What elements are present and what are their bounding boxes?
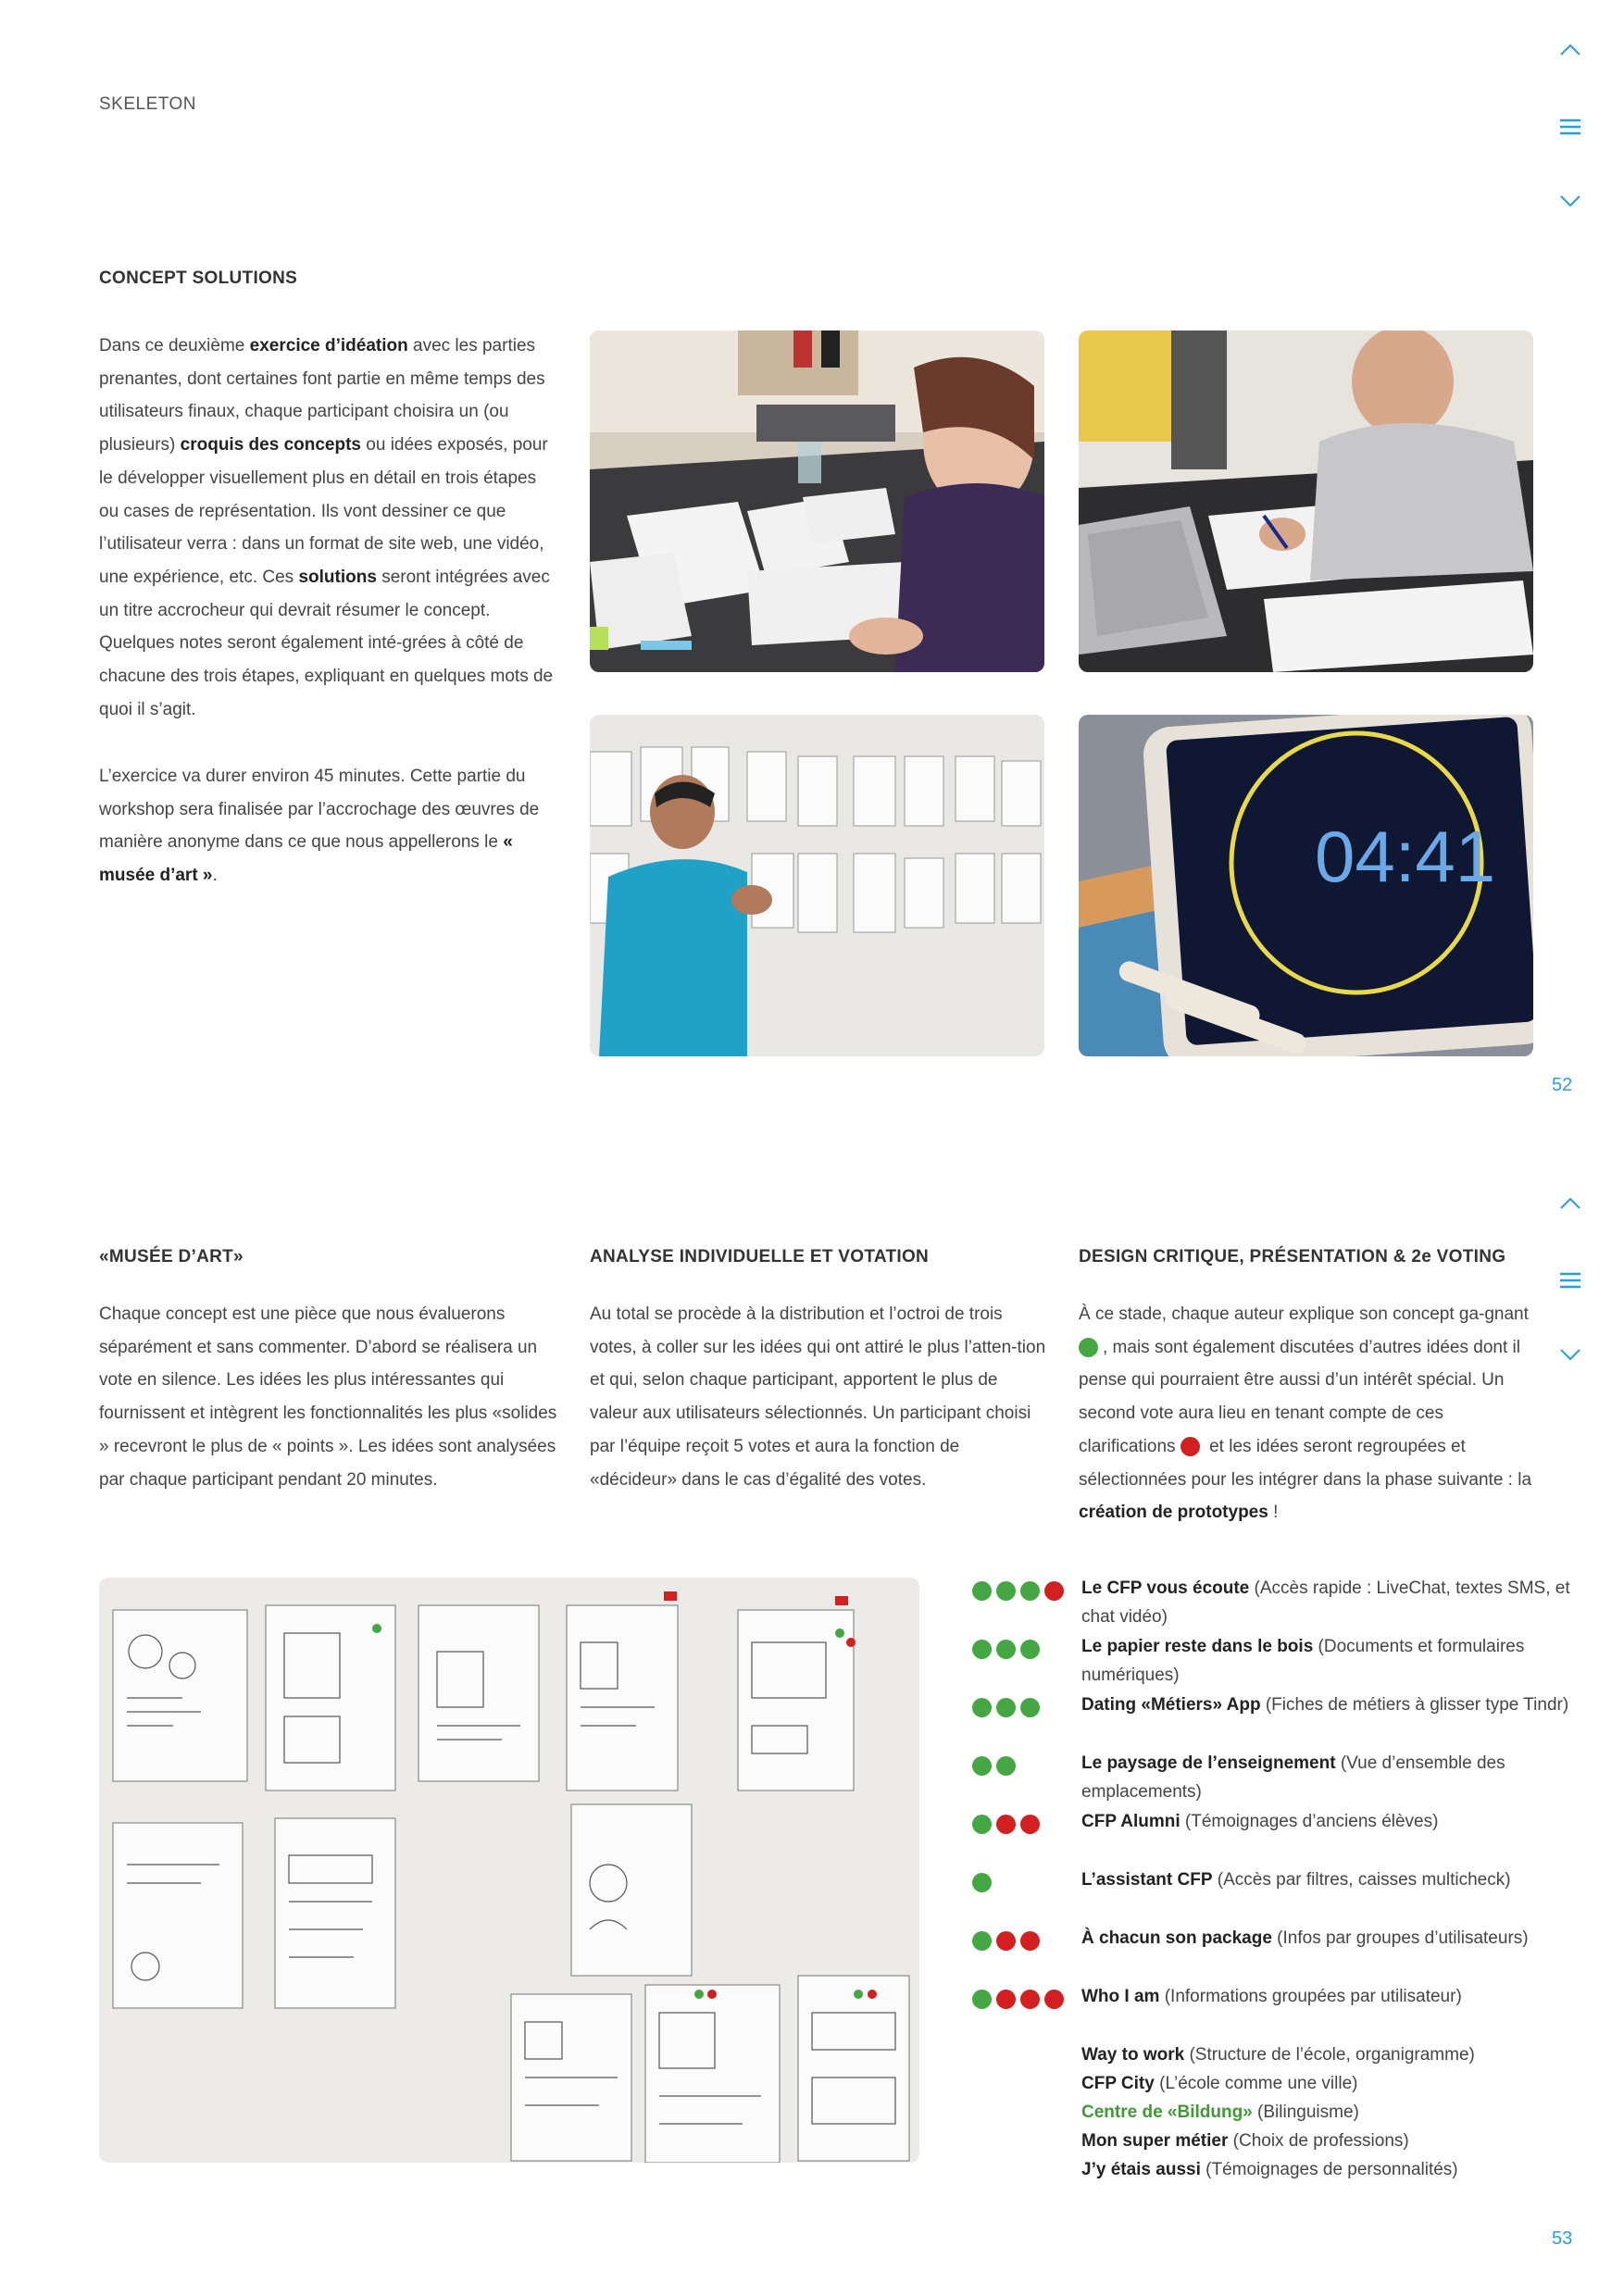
chevron-down-icon[interactable] [1546, 182, 1594, 219]
concept-solutions-paragraph-2 [99, 760, 557, 892]
red-vote-dot [1020, 1990, 1040, 2009]
document-label: SKELETON [99, 94, 197, 114]
concept-name: Mon super métier [1081, 2131, 1229, 2151]
concept-name: Le papier reste dans le bois [1081, 1637, 1314, 1656]
photo-man-at-sketch-wall [590, 715, 1044, 1056]
bold-term: solutions [298, 567, 377, 587]
red-vote-dot [996, 1931, 1016, 1951]
text-run: seront intégrées avec un titre accrocheur qui devrait résumer le concept. Quelques notes seront également inté-grées à côté de chacune des trois étapes, expliquant en quelques mots de quoi il s’agit. [99, 567, 554, 719]
green-vote-dot [1020, 1640, 1040, 1659]
concept-name: CFP Alumni [1081, 1812, 1181, 1831]
text-run: ou idées exposés, pour le développer visuellement plus en détail en trois étapes ou cases de représentation. Ils vont dessiner ce que l’utilisateur verra : dans un format de site web, une vidéo, une expérience, etc. Ces [99, 435, 548, 587]
bold-term: exercice d’idéation [249, 336, 408, 356]
green-vote-dot [972, 1815, 992, 1834]
concept-name: L’assistant CFP [1081, 1870, 1213, 1890]
concept-description: (Vue d’ensemble des emplacements) [1081, 1753, 1505, 1802]
photo-musee-dart-wall [99, 1578, 919, 2163]
bold-term: croquis des concepts [180, 435, 361, 455]
concept-description: (Accès rapide : LiveChat, textes SMS, et chat vidéo) [1081, 1578, 1570, 1627]
green-vote-dot [972, 1640, 992, 1659]
green-vote-dot [996, 1756, 1016, 1776]
red-vote-dot [1020, 1815, 1040, 1834]
design-critique-paragraph: À ce stade, chaque auteur explique son concept ga-gnant , mais sont également discutées d’autres idées dont il pense qui pourraient être aussi d’un intérêt spécial. Un second vote aura lieu en tenant compte de ces clarifications et les idées seront regroupées et sélectionnées pour les intégrer dans la phase suivante : la création de prototypes ! [1079, 1304, 1532, 1523]
vote-dots [972, 1985, 1083, 2014]
green-vote-dot [972, 1931, 992, 1951]
vote-dots [972, 1752, 1083, 1780]
green-vote-dot [1020, 1581, 1040, 1601]
hamburger-menu-icon[interactable] [1546, 1262, 1594, 1299]
green-vote-dot [1079, 1338, 1098, 1357]
red-vote-dot [1020, 1931, 1040, 1951]
vote-dots [972, 1693, 1083, 1722]
red-vote-dot [1044, 1990, 1064, 2009]
vote-dots [972, 1927, 1083, 1955]
green-vote-dot [972, 1698, 992, 1717]
concept-name: Dating «Métiers» App [1081, 1695, 1261, 1715]
text-run: . [212, 866, 218, 886]
concept-description: (Accès par filtres, caisses multicheck) [1212, 1870, 1511, 1890]
vote-dots [972, 1577, 1083, 1605]
page-number-53: 53 [1552, 2228, 1573, 2249]
concept-name: Who I am [1081, 1987, 1160, 2006]
green-vote-dot [996, 1640, 1016, 1659]
concept-description: (Infos par groupes d’utilisateurs) [1271, 1928, 1529, 1948]
concept-name: J’y étais aussi [1081, 2160, 1201, 2179]
concept-description: (Fiches de métiers à glisser type Tindr) [1260, 1695, 1569, 1715]
photo-man-writing-laptop [1079, 331, 1533, 672]
chevron-up-icon[interactable] [1546, 31, 1594, 69]
concept-name: Way to work [1081, 2045, 1185, 2065]
green-vote-dot [972, 1990, 992, 2009]
concept-description: (Structure de l’école, organigramme) [1184, 2045, 1475, 2065]
text-run: L’exercice va durer environ 45 minutes. Cette partie du workshop sera finalisée par l’accrochage des œuvres de manière anonyme dans ce que nous appellerons le [99, 767, 540, 853]
photo-workshop-table-woman [590, 331, 1044, 672]
green-vote-dot [996, 1581, 1016, 1601]
red-vote-dot [1181, 1437, 1200, 1456]
green-vote-dot [972, 1581, 992, 1601]
concept-description: (Informations groupées par utilisateur) [1159, 1987, 1462, 2006]
text-run: Dans ce deuxième [99, 336, 250, 356]
musee-dart-paragraph: Chaque concept est une pièce que nous évaluerons séparément et sans commenter. D’abord se réalisera un vote en silence. Les idées les plus intéressantes qui fournissent et intègrent les fonctionnalités les plus «solides » recevront le plus de « points ». Les idées sont analysées par chaque participant pendant 20 minutes. [99, 1304, 557, 1490]
green-vote-dot [972, 1756, 992, 1776]
photo-tablet-timer [1079, 715, 1533, 1056]
hamburger-menu-icon[interactable] [1546, 108, 1594, 145]
red-vote-dot [1044, 1581, 1064, 1601]
concept-description: (Documents et formulaires numériques) [1081, 1637, 1525, 1685]
section-title-design-critique: DESIGN CRITIQUE, PRÉSENTATION & 2e VOTING [1079, 1247, 1506, 1267]
section-title-concept-solutions: CONCEPT SOLUTIONS [99, 268, 298, 288]
section-title-musee-dart: «MUSÉE D’ART» [99, 1247, 244, 1267]
concept-description: (L’école comme une ville) [1154, 2074, 1358, 2093]
chevron-down-icon[interactable] [1546, 1336, 1594, 1373]
red-vote-dot [996, 1990, 1016, 2009]
concept-name: CFP City [1081, 2074, 1155, 2093]
red-vote-dot [996, 1815, 1016, 1834]
concept-description: (Bilinguisme) [1252, 2103, 1359, 2122]
concept-name: Le paysage de l’enseignement [1081, 1753, 1336, 1773]
concept-description: (Témoignages d’anciens élèves) [1180, 1812, 1439, 1831]
analyse-votation-paragraph: Au total se procède à la distribution et l’octroi de trois votes, à coller sur les idées qui ont attiré le plus l’atten-tion et qui, selon chaque participant, apportent le plus de valeur aux utilisateurs sélectionnés. Un participant choisi par l’équipe reçoit 5 votes et aura la fonction de «décideur» dans le cas d’égalité des votes. [590, 1304, 1046, 1490]
page-number-52: 52 [1552, 1075, 1573, 1095]
concept-name: Le CFP vous écoute [1081, 1578, 1250, 1598]
concept-description: (Choix de professions) [1228, 2131, 1409, 2151]
vote-dots [972, 1810, 1083, 1839]
timer-display: 04:41 [1315, 816, 1496, 897]
concept-solutions-paragraph-1 [99, 330, 557, 726]
text-run: avec les parties prenantes, dont certaines font partie en même temps des utilisateurs finaux, chaque participant choisira un (ou plusieurs) [99, 336, 545, 455]
vote-dots [972, 1868, 1083, 1897]
concept-name: À chacun son package [1081, 1928, 1272, 1948]
green-vote-dot [972, 1873, 992, 1892]
section-title-analyse-votation: ANALYSE INDIVIDUELLE ET VOTATION [590, 1247, 930, 1267]
green-vote-dot [996, 1698, 1016, 1717]
concept-name: Centre de «Bildung» [1081, 2103, 1253, 2122]
chevron-up-icon[interactable] [1546, 1185, 1594, 1222]
vote-dots [972, 1635, 1083, 1664]
concept-description: (Témoignages de personnalités) [1200, 2160, 1458, 2179]
bold-term: « musée d’art » [99, 832, 513, 886]
green-vote-dot [1020, 1698, 1040, 1717]
